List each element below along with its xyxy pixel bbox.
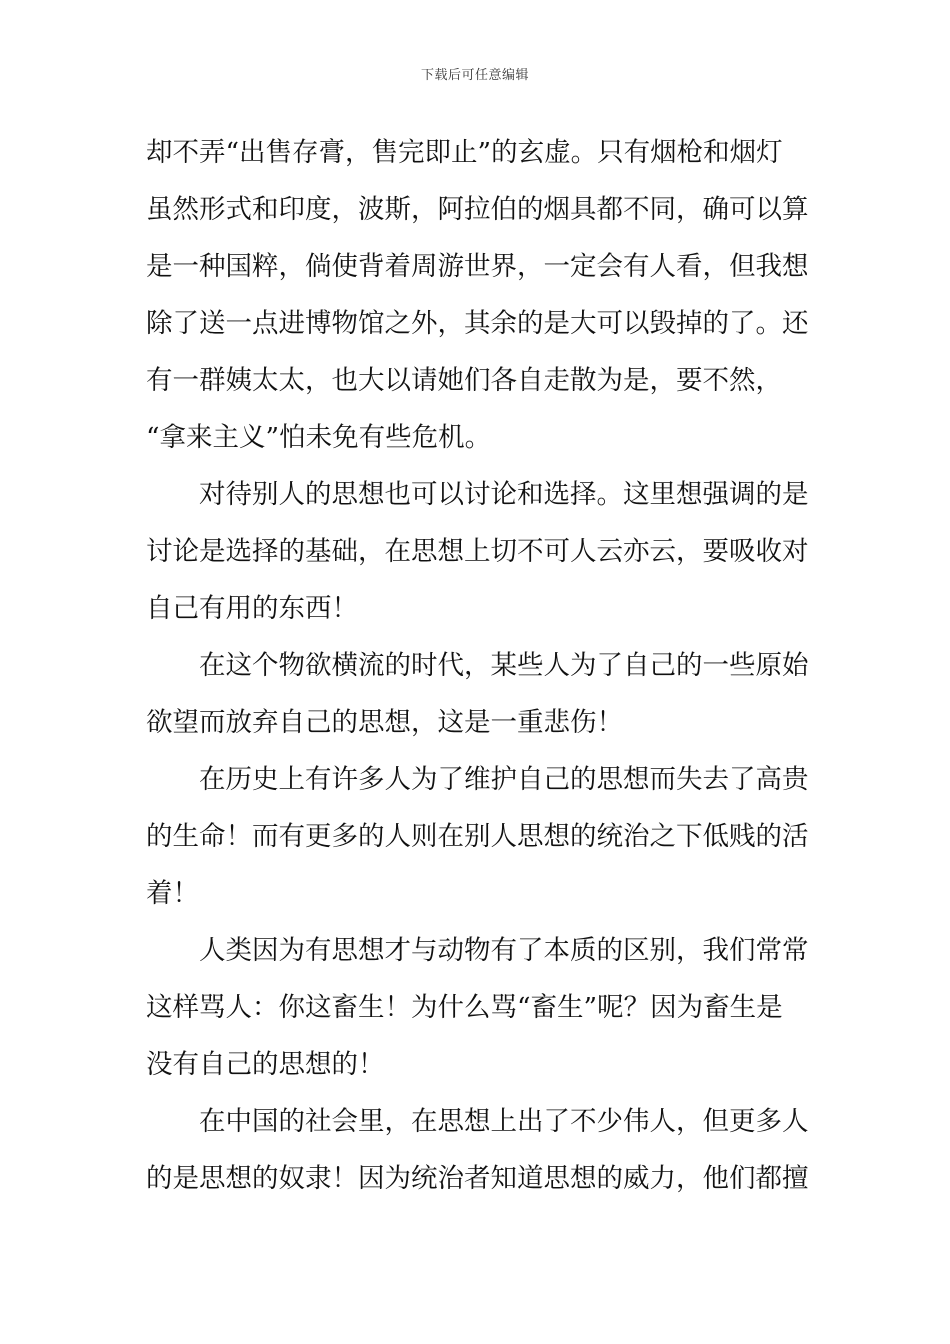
paragraph-start-line: 人类因为有思想才与动物有了本质的区别，我们常常 [199, 935, 808, 966]
text-line: 的生命！而有更多的人则在别人思想的统治之下低贱的活 [146, 821, 808, 852]
text-line: 除了送一点进博物馆之外，其余的是大可以毁掉的了。还 [146, 308, 808, 339]
text-line: 虽然形式和印度，波斯，阿拉伯的烟具都不同，确可以算 [146, 194, 808, 225]
text-line: 有一群姨太太，也大以请她们各自走散为是，要不然， [146, 365, 782, 396]
text-line: 自己有用的东西！ [146, 593, 358, 624]
text-line: 却不弄“出售存膏，售完即止”的玄虚。只有烟枪和烟灯 [146, 137, 783, 168]
paragraph-start-line: 在历史上有许多人为了维护自己的思想而失去了高贵 [199, 764, 808, 795]
text-line: 没有自己的思想的！ [146, 1049, 385, 1080]
paragraph-start-line: 在这个物欲横流的时代，某些人为了自己的一些原始 [199, 650, 808, 681]
body-text [146, 129, 808, 1212]
page-header: 下载后可任意编辑 [420, 68, 529, 83]
text-line: 欲望而放弃自己的思想，这是一重悲伤！ [146, 707, 623, 738]
text-line: 着！ [146, 878, 199, 909]
text-line: 是一种国粹，倘使背着周游世界，一定会有人看，但我想 [146, 251, 808, 282]
text-line: “拿来主义”怕未免有些危机。 [146, 422, 492, 453]
text-line: 这样骂人：你这畜生！为什么骂“畜生”呢？因为畜生是 [146, 992, 783, 1023]
text-line: 的是思想的奴隶！因为统治者知道思想的威力，他们都擅 [146, 1163, 808, 1194]
paragraph-start-line: 在中国的社会里，在思想上出了不少伟人，但更多人 [199, 1106, 808, 1137]
paragraph-start-line: 对待别人的思想也可以讨论和选择。这里想强调的是 [199, 479, 808, 510]
text-line: 讨论是选择的基础，在思想上切不可人云亦云，要吸收对 [146, 536, 808, 567]
